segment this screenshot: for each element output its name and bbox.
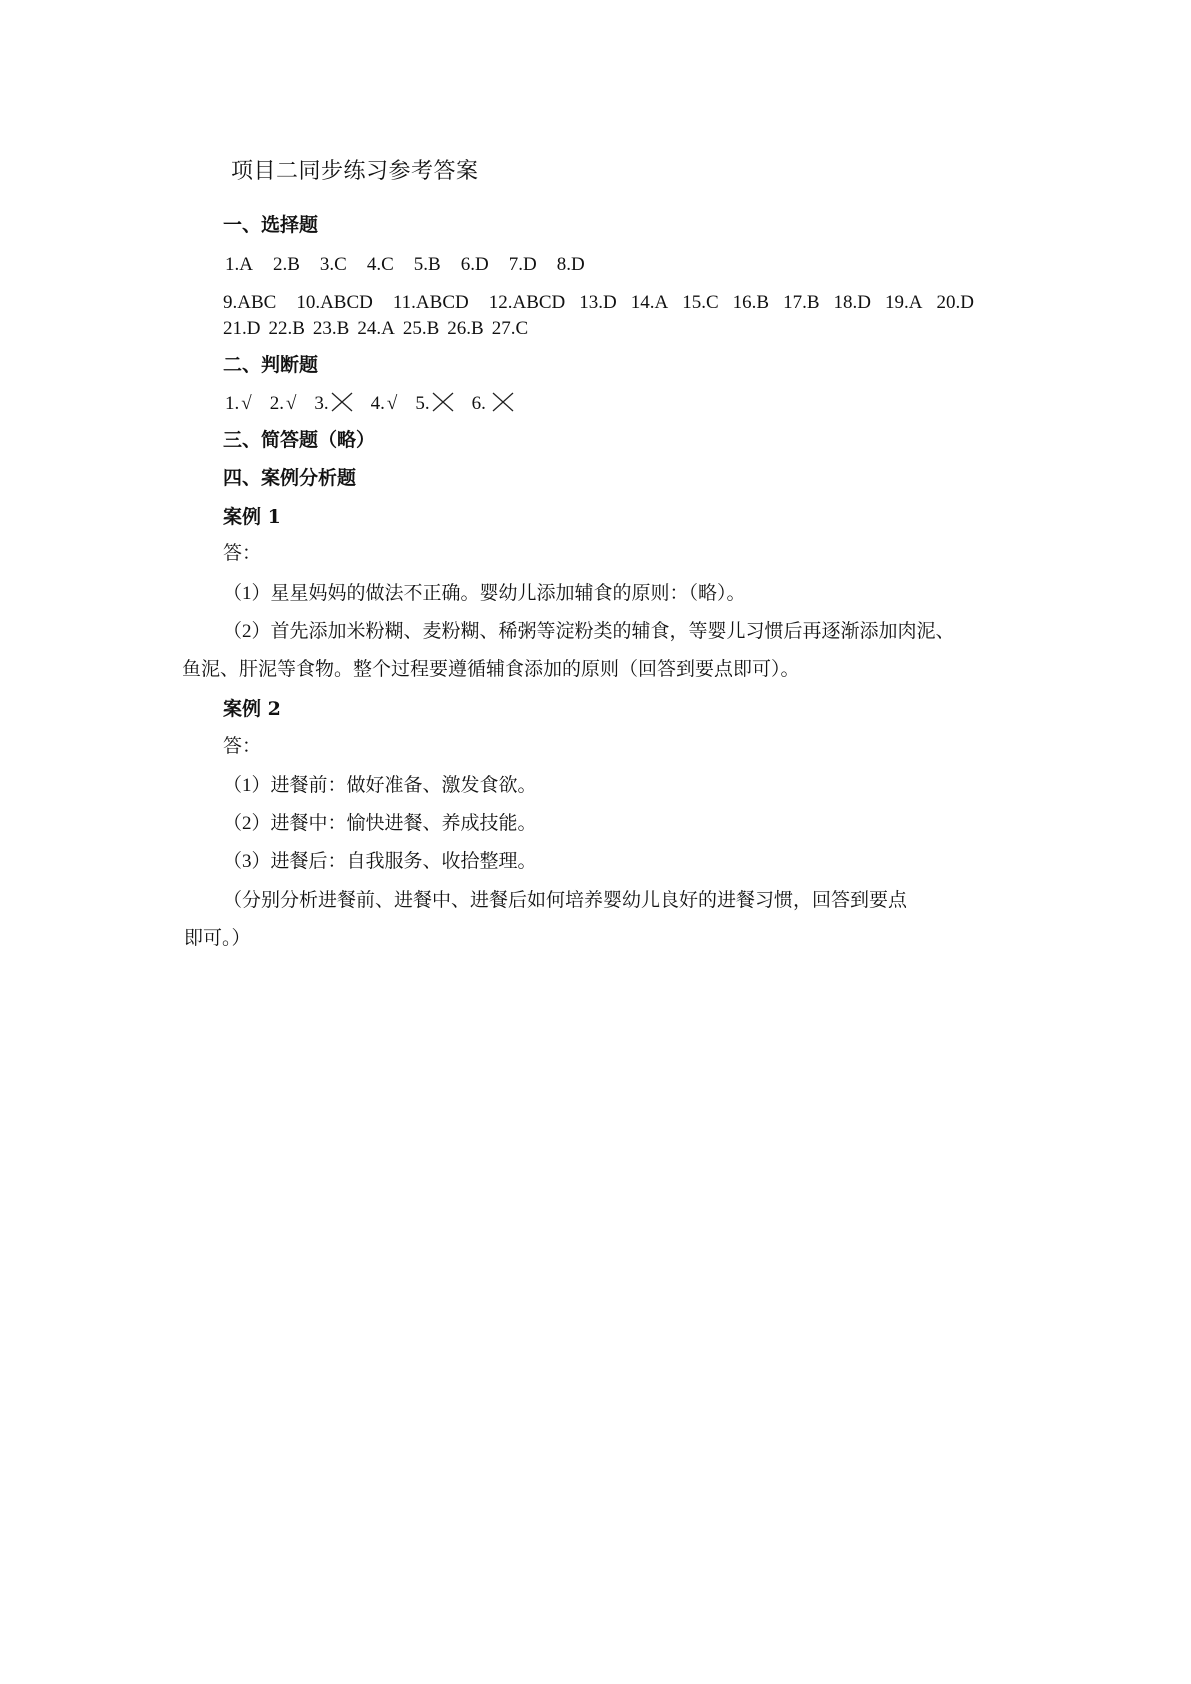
case-2-paragraph-4-line-1: （分别分析进餐前、进餐中、进餐后如何培养婴幼儿良好的进餐习惯，回答到要点 xyxy=(223,890,908,911)
tf-number: 2. xyxy=(269,393,284,414)
case-2-paragraph-2: （2）进餐中：愉快进餐、养成技能。 xyxy=(223,813,537,834)
answer-item: 19.A xyxy=(885,292,923,313)
tf-item xyxy=(472,392,514,416)
tf-item xyxy=(314,392,352,416)
section-heading-choice: 一、选择题 xyxy=(223,214,319,236)
check-mark: √ xyxy=(285,393,297,414)
tf-number: 1. xyxy=(225,393,240,414)
answer-item: 1.A xyxy=(225,254,253,275)
case-2-paragraph-4-line-2: 即可。） xyxy=(184,928,251,949)
case-1-paragraph-2-line-1: （2）首先添加米粉糊、麦粉糊、稀粥等淀粉类的辅食，等婴儿习惯后再逐渐添加肉泥、 xyxy=(223,621,955,642)
case-2-paragraph-3: （3）进餐后：自我服务、收拾整理。 xyxy=(223,851,537,872)
cross-mark-icon xyxy=(331,392,353,412)
tf-item xyxy=(371,392,398,416)
tf-number: 6. xyxy=(471,393,486,414)
answer-item: 26.B xyxy=(447,318,484,339)
tf-number: 4. xyxy=(370,393,385,414)
answer-item: 13.D xyxy=(579,292,617,313)
case-1-title: 案例 1 xyxy=(223,506,281,528)
answer-item: 21.D xyxy=(223,318,261,339)
answer-item: 27.C xyxy=(491,318,529,339)
true-false-row xyxy=(225,392,514,416)
section-heading-true-false: 二、判断题 xyxy=(223,354,319,376)
answer-row-1 xyxy=(225,253,605,277)
answer-row-2 xyxy=(223,291,974,315)
tf-item xyxy=(225,392,252,416)
case-2-title: 案例 2 xyxy=(223,698,281,720)
section-heading-case-analysis: 四、案例分析题 xyxy=(223,467,357,489)
answer-item: 7.D xyxy=(508,254,537,275)
tf-number: 5. xyxy=(415,393,430,414)
answer-item: 2.B xyxy=(272,254,300,275)
answer-item: 5.B xyxy=(413,254,441,275)
answer-item: 22.B xyxy=(268,318,305,339)
answer-item: 23.B xyxy=(312,318,350,339)
answer-item: 11.ABCD xyxy=(392,292,469,313)
answer-item: 17.B xyxy=(783,292,820,313)
answer-item: 18.D xyxy=(833,292,872,313)
answer-item: 25.B xyxy=(402,318,440,339)
case-2-answer-label: 答： xyxy=(223,736,262,757)
case-1-paragraph-2-line-2: 鱼泥、肝泥等食物。整个过程要遵循辅食添加的原则（回答到要点即可）。 xyxy=(182,659,800,680)
answer-item: 10.ABCD xyxy=(296,292,373,313)
answer-item: 3.C xyxy=(319,254,347,275)
cross-mark-icon xyxy=(432,392,454,412)
answer-item: 14.A xyxy=(630,292,669,313)
check-mark: √ xyxy=(386,393,398,414)
answer-item: 9.ABC xyxy=(223,292,277,313)
answer-item: 4.C xyxy=(366,254,394,275)
tf-item xyxy=(415,392,453,416)
cross-mark-icon xyxy=(492,392,514,412)
answer-item: 20.D xyxy=(936,292,974,313)
case-2-paragraph-1: （1）进餐前：做好准备、激发食欲。 xyxy=(223,775,537,796)
section-heading-short-answer: 三、简答题（略） xyxy=(223,429,376,451)
answer-item: 8.D xyxy=(556,254,585,275)
tf-item xyxy=(270,392,297,416)
answer-item: 16.B xyxy=(732,292,770,313)
answer-item: 12.ABCD xyxy=(488,292,566,313)
case-1-paragraph-1: （1）星星妈妈的做法不正确。婴幼儿添加辅食的原则：（略）。 xyxy=(223,583,746,604)
answer-item: 6.D xyxy=(460,254,489,275)
check-mark: √ xyxy=(241,393,252,414)
case-1-answer-label: 答： xyxy=(223,543,262,564)
answer-row-3 xyxy=(223,317,528,341)
answer-item: 24.A xyxy=(357,318,395,339)
answer-item: 15.C xyxy=(682,292,719,313)
tf-number: 3. xyxy=(314,393,329,414)
page-title: 项目二同步练习参考答案 xyxy=(231,159,479,184)
